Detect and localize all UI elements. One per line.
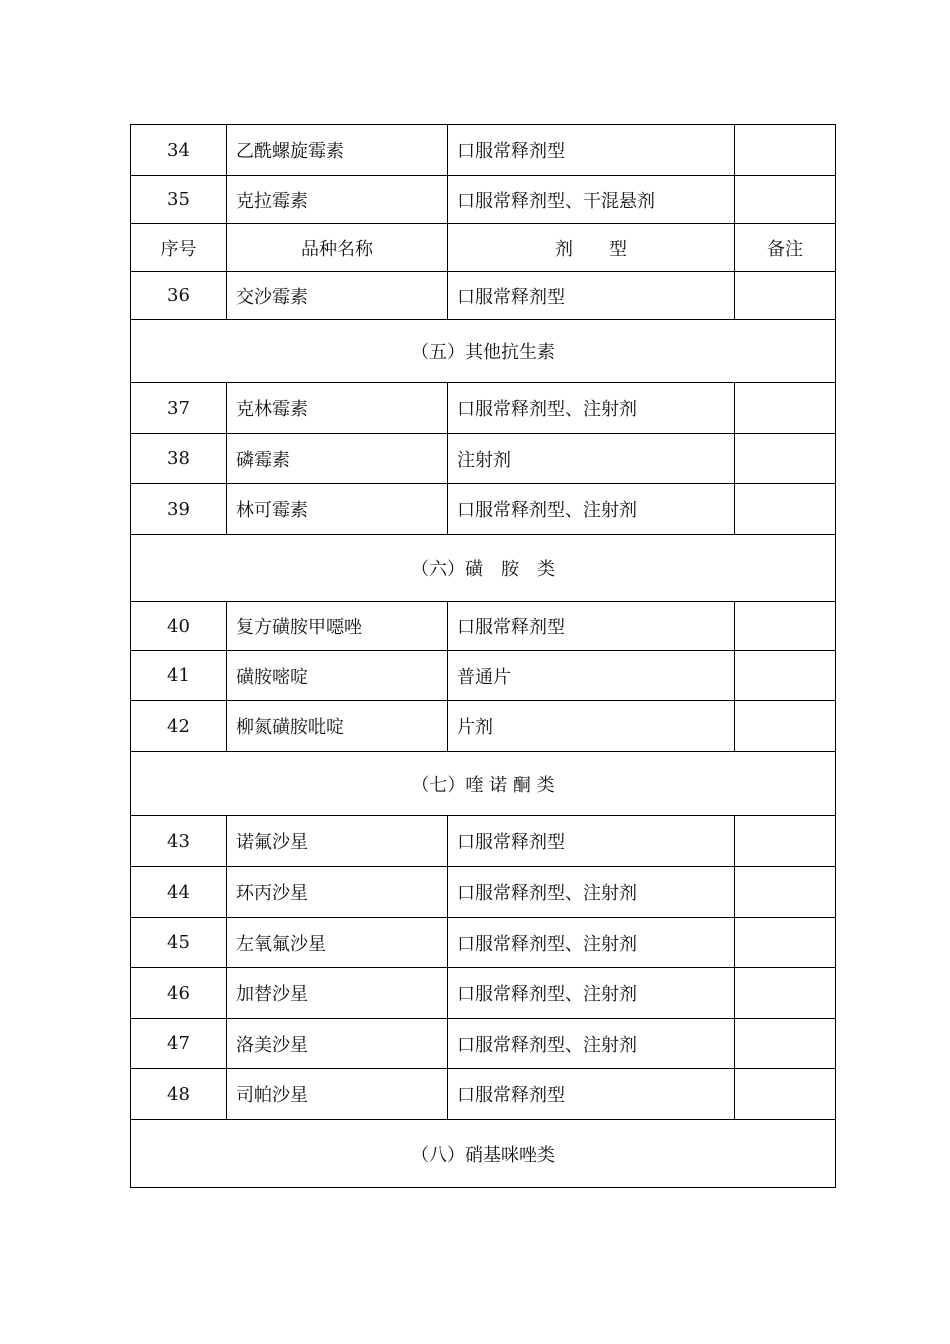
section-heading: （五）其他抗生素 [131, 320, 836, 383]
remark-cell [735, 125, 836, 176]
row-number: 39 [131, 484, 227, 535]
table-row [131, 125, 836, 176]
table-row [131, 701, 836, 752]
drug-name: 左氧氟沙星 [227, 918, 448, 968]
remark-cell [735, 651, 836, 701]
remark-cell [735, 176, 836, 224]
section-row [131, 752, 836, 816]
dosage-form: 口服常释剂型 [448, 1069, 735, 1120]
table-row [131, 484, 836, 535]
row-number: 34 [131, 125, 227, 176]
row-number: 40 [131, 602, 227, 651]
table-row [131, 434, 836, 484]
drug-name: 林可霉素 [227, 484, 448, 535]
row-number: 37 [131, 383, 227, 434]
remark-cell [735, 816, 836, 867]
header-name: 品种名称 [227, 224, 448, 272]
table-row [131, 383, 836, 434]
dosage-form: 普通片 [448, 651, 735, 701]
remark-cell [735, 1019, 836, 1069]
dosage-form: 片剂 [448, 701, 735, 752]
section-row [131, 320, 836, 383]
table-row [131, 272, 836, 320]
section-heading: （六）磺 胺 类 [131, 535, 836, 602]
dosage-form: 口服常释剂型 [448, 125, 735, 176]
drug-name: 磷霉素 [227, 434, 448, 484]
section-heading: （八）硝基咪唑类 [131, 1120, 836, 1188]
drug-name: 磺胺嘧啶 [227, 651, 448, 701]
row-number: 48 [131, 1069, 227, 1120]
table-row [131, 968, 836, 1019]
header-row [131, 224, 836, 272]
header-seq: 序号 [131, 224, 227, 272]
dosage-form: 口服常释剂型 [448, 272, 735, 320]
table-row [131, 1069, 836, 1120]
drug-name: 诺氟沙星 [227, 816, 448, 867]
drug-name: 环丙沙星 [227, 867, 448, 918]
dosage-form: 口服常释剂型、注射剂 [448, 867, 735, 918]
row-number: 38 [131, 434, 227, 484]
drug-name: 柳氮磺胺吡啶 [227, 701, 448, 752]
drug-name: 复方磺胺甲噁唑 [227, 602, 448, 651]
row-number: 41 [131, 651, 227, 701]
remark-cell [735, 602, 836, 651]
drug-name: 洛美沙星 [227, 1019, 448, 1069]
dosage-form: 口服常释剂型、注射剂 [448, 1019, 735, 1069]
drug-name: 交沙霉素 [227, 272, 448, 320]
drug-catalog-table [130, 124, 836, 1188]
row-number: 43 [131, 816, 227, 867]
drug-name: 乙酰螺旋霉素 [227, 125, 448, 176]
remark-cell [735, 1069, 836, 1120]
remark-cell [735, 383, 836, 434]
table-row [131, 816, 836, 867]
row-number: 35 [131, 176, 227, 224]
table-row [131, 1019, 836, 1069]
section-row [131, 535, 836, 602]
dosage-form: 口服常释剂型 [448, 602, 735, 651]
remark-cell [735, 867, 836, 918]
section-heading: （七）喹 诺 酮 类 [131, 752, 836, 816]
dosage-form: 口服常释剂型、注射剂 [448, 383, 735, 434]
dosage-form: 口服常释剂型、注射剂 [448, 484, 735, 535]
row-number: 44 [131, 867, 227, 918]
table-row [131, 602, 836, 651]
table-row [131, 176, 836, 224]
drug-name: 司帕沙星 [227, 1069, 448, 1120]
dosage-form: 口服常释剂型、注射剂 [448, 918, 735, 968]
row-number: 45 [131, 918, 227, 968]
remark-cell [735, 968, 836, 1019]
remark-cell [735, 484, 836, 535]
row-number: 47 [131, 1019, 227, 1069]
table-row [131, 867, 836, 918]
table-row [131, 918, 836, 968]
remark-cell [735, 701, 836, 752]
section-row [131, 1120, 836, 1188]
table-row [131, 651, 836, 701]
dosage-form: 口服常释剂型、干混悬剂 [448, 176, 735, 224]
dosage-form: 口服常释剂型、注射剂 [448, 968, 735, 1019]
remark-cell [735, 272, 836, 320]
dosage-form: 注射剂 [448, 434, 735, 484]
row-number: 36 [131, 272, 227, 320]
row-number: 46 [131, 968, 227, 1019]
drug-name: 加替沙星 [227, 968, 448, 1019]
drug-name: 克林霉素 [227, 383, 448, 434]
dosage-form: 口服常释剂型 [448, 816, 735, 867]
remark-cell [735, 434, 836, 484]
remark-cell [735, 918, 836, 968]
drug-name: 克拉霉素 [227, 176, 448, 224]
row-number: 42 [131, 701, 227, 752]
header-form: 剂 型 [448, 224, 735, 272]
header-note: 备注 [735, 224, 836, 272]
